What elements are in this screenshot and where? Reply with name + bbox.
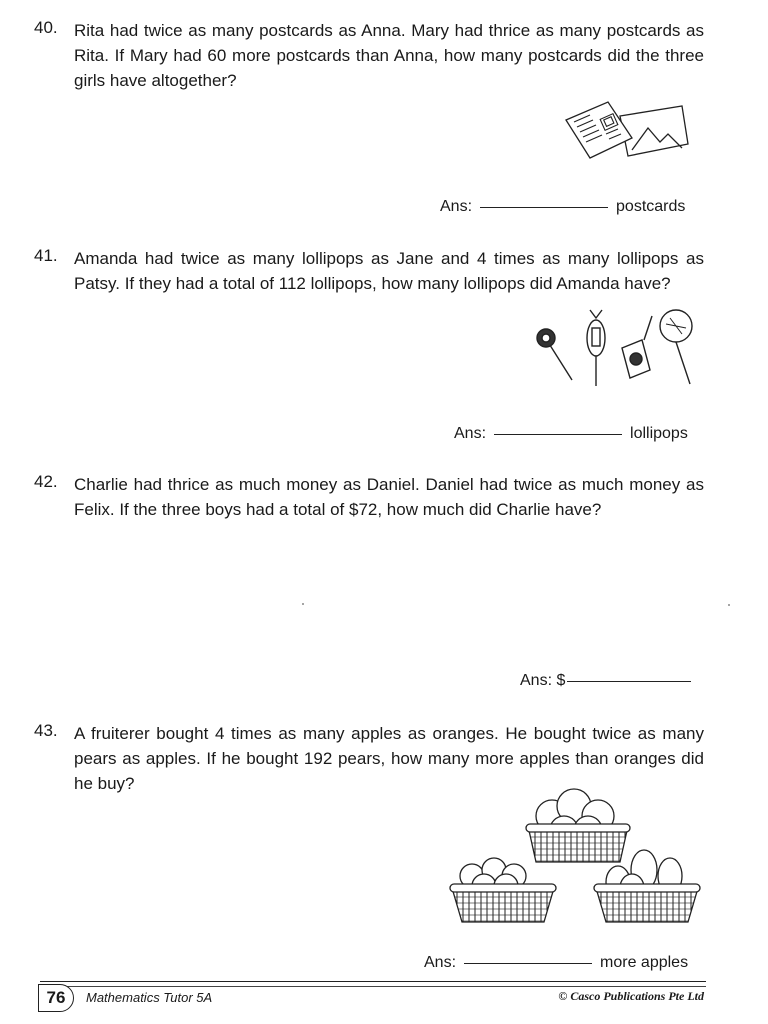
answer-line-40[interactable]	[440, 198, 685, 216]
answer-line-41[interactable]	[454, 425, 688, 443]
answer-unit: postcards	[616, 198, 686, 215]
lollipops-illustration	[534, 304, 704, 390]
page-number: 76	[38, 984, 74, 1012]
question-number: 41.	[34, 246, 58, 265]
question-text: Charlie had thrice as much money as Daniel. Daniel had twice as much money as Felix. If the three boys had a total of $72, how much did Charlie have?	[74, 475, 704, 519]
answer-line-42[interactable]	[520, 672, 699, 690]
footer-rule	[40, 986, 706, 987]
answer-blank[interactable]	[567, 680, 691, 682]
answer-label: Ans:	[520, 672, 553, 689]
copyright: © Casco Publications Pte Ltd	[558, 989, 704, 1003]
question-number: 43.	[34, 721, 58, 740]
answer-unit: lollipops	[630, 425, 688, 442]
fruit-baskets-illustration	[448, 780, 704, 928]
question-text: Rita had twice as many postcards as Anna. Mary had thrice as many postcards as Rita. If Mary had 60 more postcards than Anna, how many postcards did the three girls have altogether?	[74, 21, 704, 90]
answer-blank[interactable]	[494, 433, 622, 435]
answer-label: Ans:	[440, 198, 473, 215]
book-title: Mathematics Tutor 5A	[86, 990, 213, 1005]
question-text: A fruiterer bought 4 times as many apples as oranges. He bought twice as many pears as apples. If he bought 192 pears, how many more apples than oranges did he buy?	[74, 724, 704, 793]
answer-unit: more apples	[600, 954, 689, 971]
answer-blank[interactable]	[464, 962, 592, 964]
answer-prefix: $	[556, 672, 566, 689]
question-42	[34, 472, 706, 572]
question-text: Amanda had twice as many lollipops as Jane and 4 times as many lollipops as Patsy. If they had a total of 112 lollipops, how many lollipops did Amanda have?	[74, 249, 704, 293]
scan-speck	[302, 603, 304, 605]
answer-label: Ans:	[454, 425, 487, 442]
answer-label: Ans:	[424, 954, 457, 971]
postcards-illustration	[560, 98, 690, 162]
answer-line-43[interactable]	[424, 954, 688, 972]
answer-blank[interactable]	[480, 206, 608, 208]
footer-rule	[40, 981, 706, 982]
question-number: 42.	[34, 472, 58, 491]
scan-speck	[728, 604, 730, 606]
question-number: 40.	[34, 18, 58, 37]
